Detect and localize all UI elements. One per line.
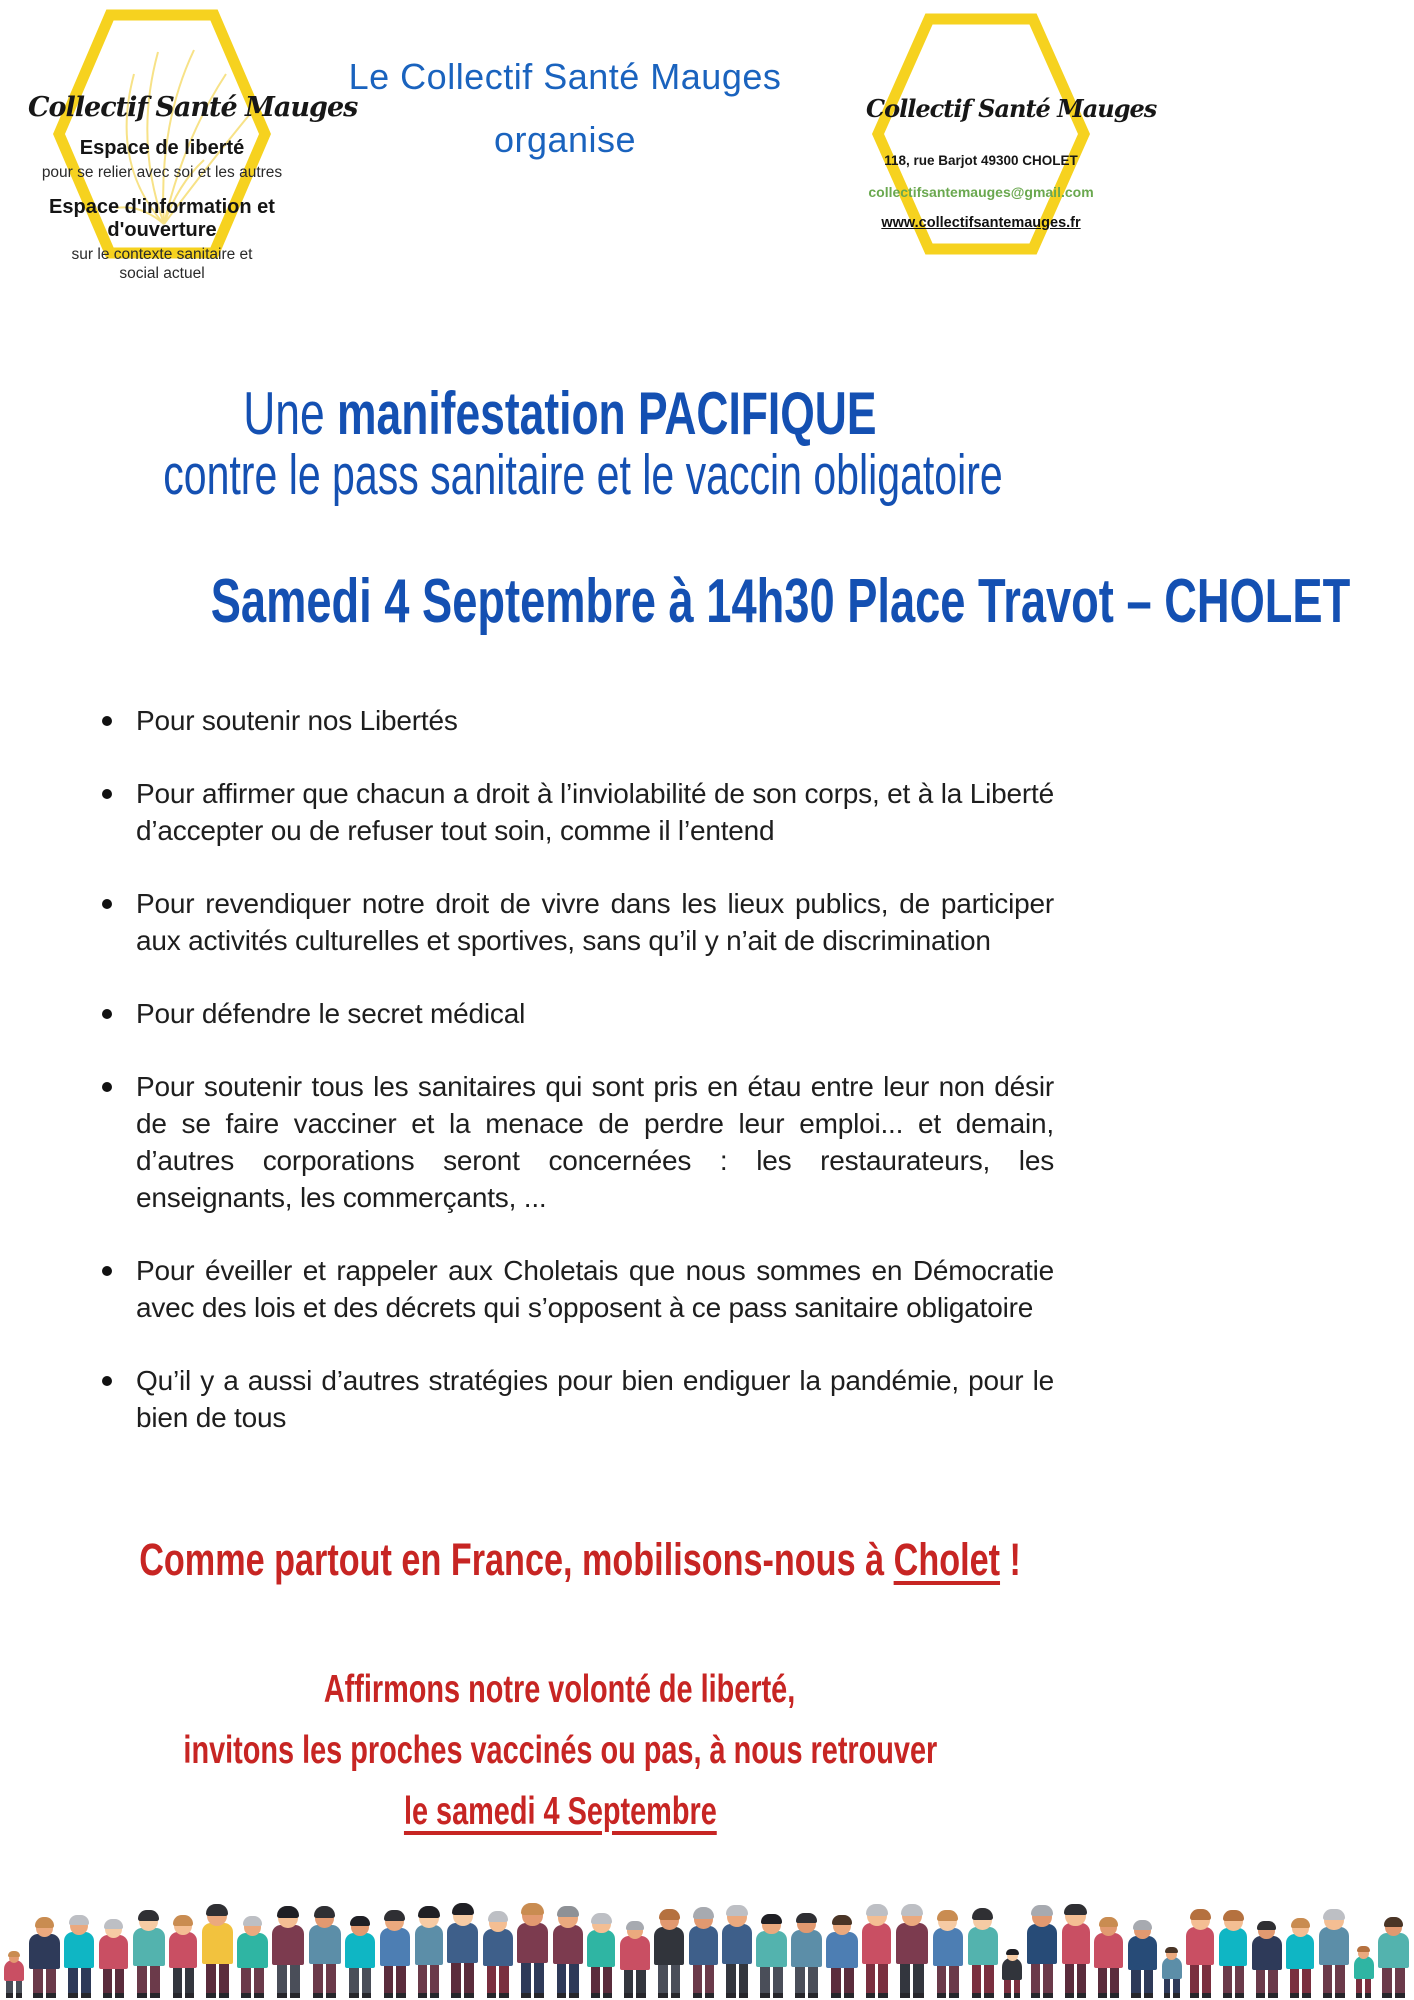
left-badge-sub2: sur le contexte sanitaire et social actuel	[71, 246, 253, 282]
closing-paragraph	[0, 1668, 1120, 1851]
reasons-list	[96, 702, 1054, 1472]
person-figure	[1252, 1923, 1282, 1998]
header-organise	[285, 56, 845, 161]
right-badge-email-link[interactable]: collectifsantemauges@gmail.com	[868, 184, 1094, 200]
person-figure	[791, 1915, 822, 1998]
right-badge-website-link[interactable]: www.collectifsantemauges.fr	[881, 215, 1081, 231]
left-badge-espace-liberte: Espace de liberté	[79, 137, 245, 159]
header-line1: Le Collectif Santé Mauges	[348, 56, 782, 97]
person-figure	[169, 1917, 197, 1998]
list-item: Pour revendiquer notre droit de vivre dans les lieux publics, de participer aux activités culturelles et sportives, sans qu’il y n’ait de discrimination	[96, 885, 1054, 959]
person-figure	[722, 1907, 751, 1998]
left-hexagon-badge	[28, 8, 358, 282]
person-figure	[1027, 1907, 1057, 1998]
crowd-illustration	[0, 1888, 1414, 1998]
person-figure	[517, 1905, 548, 1998]
person-figure	[4, 1953, 24, 1998]
person-figure	[345, 1918, 375, 1998]
person-figure	[415, 1908, 443, 1998]
person-figure	[64, 1917, 94, 1998]
person-figure	[968, 1910, 998, 1998]
person-figure	[483, 1913, 513, 1998]
person-figure	[1128, 1922, 1158, 1998]
person-figure	[29, 1919, 60, 1998]
title-line1-prefix: Une	[243, 380, 338, 447]
person-figure	[202, 1906, 233, 1998]
mobilisation-heading	[0, 1534, 1120, 1586]
left-badge-sub1: pour se relier avec soi et les autres	[41, 164, 283, 181]
person-figure	[654, 1911, 684, 1998]
header-line2: organise	[493, 119, 637, 160]
person-figure	[99, 1921, 128, 1998]
closing-line2: invitons les proches vaccinés ou pas, à nous retrouver	[183, 1729, 937, 1772]
list-item: Qu’il y a aussi d’autres stratégies pour bien endiguer la pandémie, pour le bien de tous	[96, 1362, 1054, 1436]
main-title	[0, 380, 1120, 507]
left-badge-espace-information: Espace d'information et d'ouverture	[49, 196, 275, 241]
title-line2: contre le pass sanitaire et le vaccin obligatoire	[163, 443, 1003, 507]
closing-line3: le samedi 4 Septembre	[403, 1790, 717, 1833]
person-figure	[1002, 1951, 1022, 1998]
list-item: Pour soutenir tous les sanitaires qui sont pris en étau entre leur non désir de se faire vacciner et la menace de perdre leur emploi... et demain, d’autres corporations seront concernées : les restaurateurs, les enseignants, les commerçants, ...	[96, 1068, 1054, 1216]
person-figure	[1094, 1919, 1123, 1998]
red-heading-prefix: Comme partout en France, mobilisons-nous à	[139, 1534, 894, 1585]
person-figure	[862, 1906, 891, 1998]
person-figure	[1162, 1949, 1182, 1998]
person-figure	[1354, 1948, 1374, 1998]
event-date-line: Samedi 4 Septembre à 14h30 Place Travot – CHOLET	[210, 567, 1351, 636]
person-figure	[309, 1908, 341, 1998]
red-heading-cholet: Cholet	[893, 1534, 1001, 1585]
person-figure	[1319, 1911, 1349, 1998]
person-figure	[447, 1905, 478, 1998]
list-item: Pour éveiller et rappeler aux Choletais que nous sommes en Démocratie avec des lois et des décrets qui s’opposent à ce pass sanitaire obligatoire	[96, 1252, 1054, 1326]
person-figure	[1286, 1920, 1314, 1998]
person-figure	[380, 1912, 410, 1998]
person-figure	[1219, 1912, 1247, 1998]
right-hexagon-badge	[866, 12, 1157, 256]
person-figure	[689, 1909, 718, 1998]
left-badge-brand: Collectif Santé Mauges	[28, 92, 358, 123]
right-badge-address: 118, rue Barjot 49300 CHOLET	[884, 153, 1078, 168]
person-figure	[1186, 1911, 1214, 1998]
list-item: Pour affirmer que chacun a droit à l’inviolabilité de son corps, et à la Liberté d’accepter ou de refuser tout soin, comme il l’entend	[96, 775, 1054, 849]
list-item: Pour défendre le secret médical	[96, 995, 1054, 1032]
red-heading-suffix: !	[1000, 1534, 1021, 1585]
closing-line1: Affirmons notre volonté de liberté,	[324, 1668, 796, 1711]
person-figure	[133, 1912, 165, 1998]
person-figure	[933, 1912, 964, 1998]
person-figure	[756, 1916, 786, 1998]
person-figure	[553, 1908, 583, 1998]
person-figure	[826, 1917, 857, 1998]
title-line1-bold: manifestation PACIFIQUE	[337, 380, 877, 447]
person-figure	[237, 1918, 268, 1998]
person-figure	[1378, 1919, 1409, 1998]
person-figure	[587, 1915, 615, 1998]
list-item: Pour soutenir nos Libertés	[96, 702, 1054, 739]
person-figure	[272, 1908, 304, 1998]
person-figure	[620, 1923, 650, 1998]
person-figure	[896, 1906, 928, 1998]
person-figure	[1062, 1906, 1090, 1998]
right-badge-brand: Collectif Santé Mauges	[866, 94, 1157, 123]
